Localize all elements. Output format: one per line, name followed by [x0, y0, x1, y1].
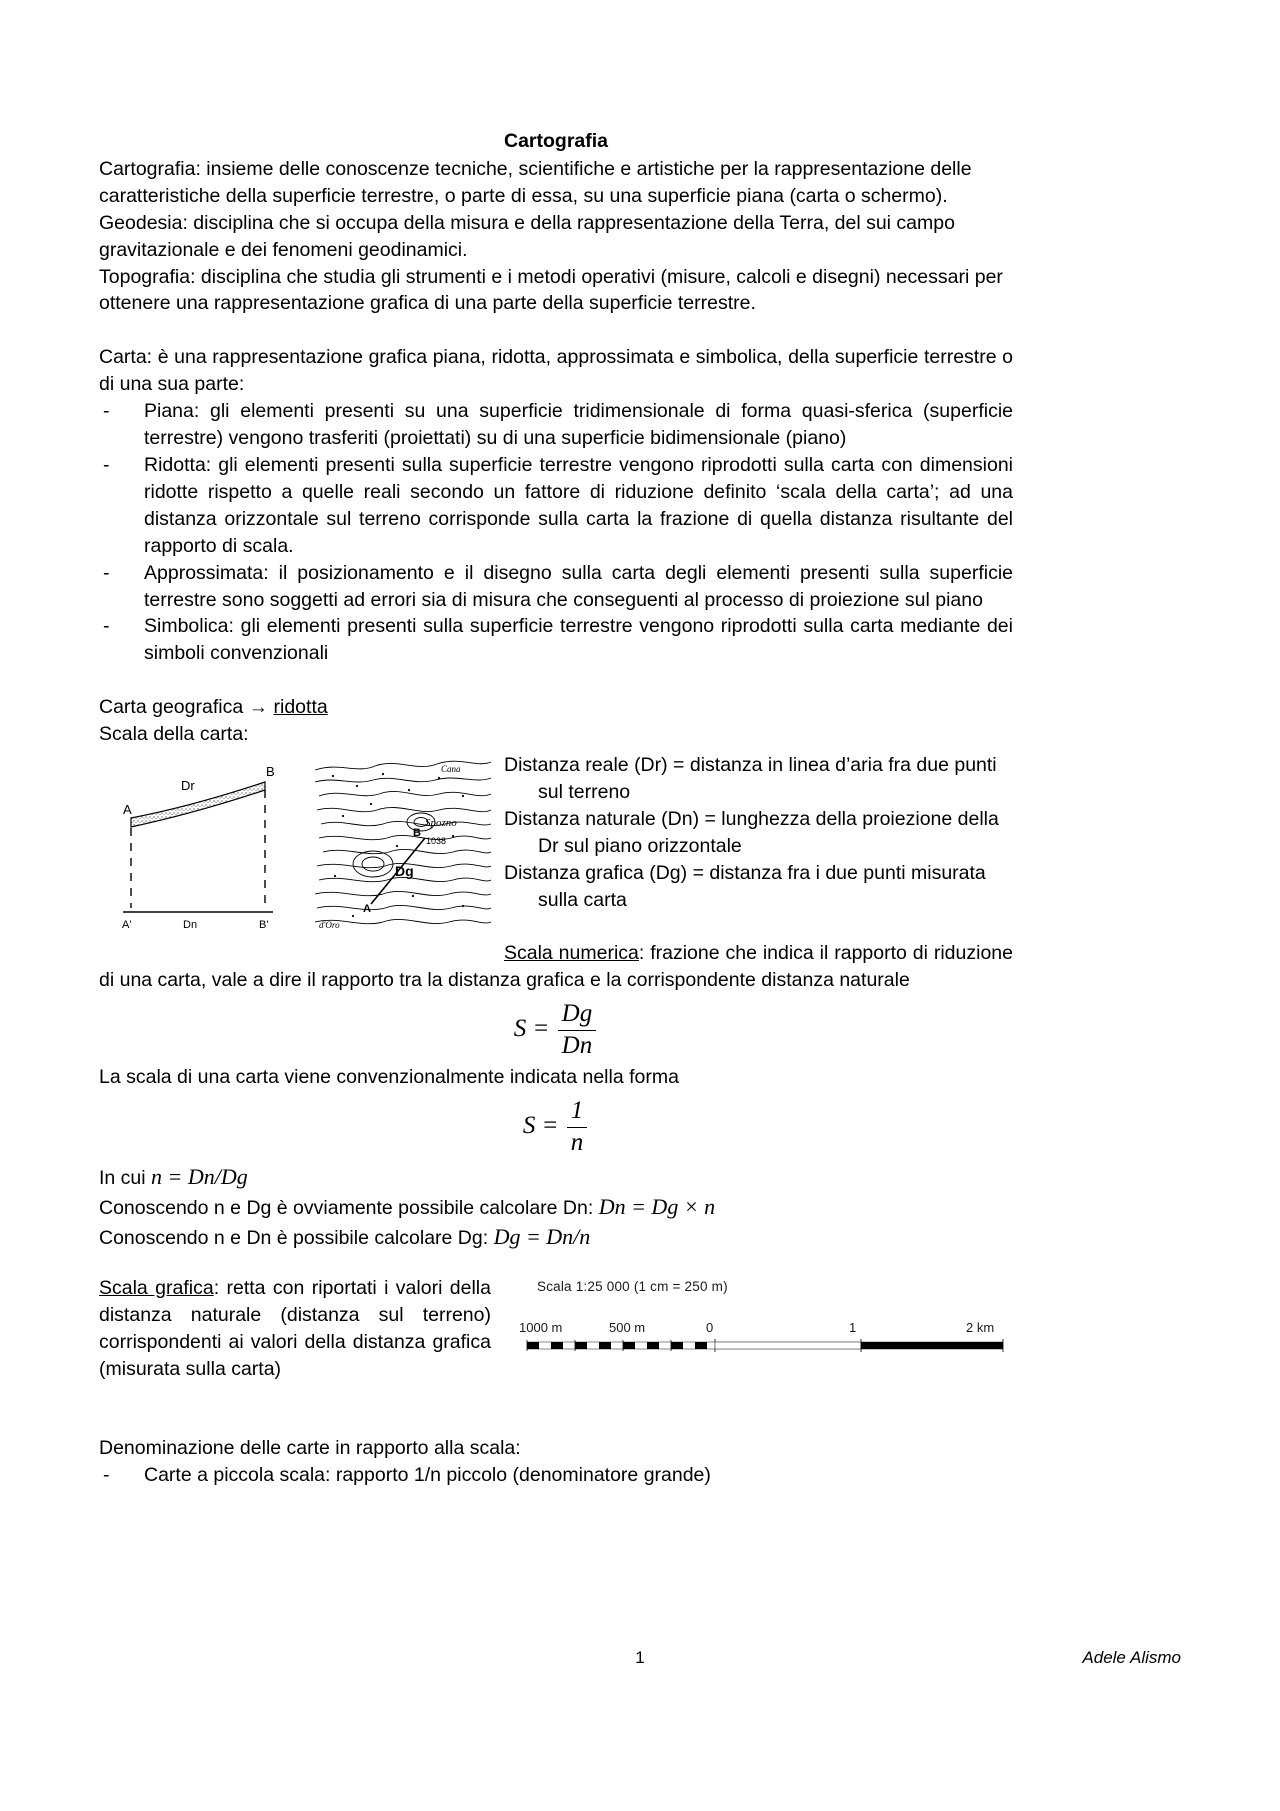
definitions-block — [504, 752, 1013, 913]
scale-tick-label: 1 — [849, 1319, 857, 1335]
list-item — [99, 613, 1013, 667]
scala-grafica-row — [99, 1275, 1013, 1435]
scala-numerica-term: Scala numerica — [504, 942, 639, 965]
fraction-numerator: 1 — [567, 1097, 588, 1128]
map-label-B: B — [413, 827, 421, 840]
paragraph-conoscendo-dn — [99, 1222, 1013, 1252]
bullet-marker: - — [103, 400, 110, 423]
paragraph-scala-della-carta: Scala della carta: — [99, 723, 249, 746]
formula-lhs: S — [513, 1014, 527, 1042]
scale-bar-title: Scala 1:25 000 (1 cm = 250 m) — [537, 1278, 728, 1294]
list-item-text: Carte a piccola scala: rapporto 1/n piccolo (denominatore grande) — [144, 1463, 711, 1486]
carta-bullet-list — [99, 398, 1013, 667]
paragraph-topografia: Topografia: disciplina che studia gli strumenti e i metodi operativi (misure, calcoli e disegni) necessari per ottenere una rappresentazione grafica di una parte della superficie terrestre. — [99, 265, 1003, 315]
conoscendo-dn-formula: Dg = Dn/n — [493, 1224, 591, 1250]
definition-dr-cont: sul terreno — [538, 780, 631, 803]
figure-row — [99, 752, 1013, 940]
conoscendo-dn-prefix: Conoscendo n e Dn è possibile calcolare Dg: — [99, 1227, 494, 1250]
page-content — [99, 128, 1013, 1489]
definition-dn-cont: Dr sul piano orizzontale — [538, 834, 742, 857]
map-label-ldoro: d'Oro — [319, 920, 340, 931]
paragraph-in-cui — [99, 1162, 1013, 1192]
paragraph-conoscendo-dg — [99, 1192, 1013, 1222]
bullet-marker: - — [103, 1463, 110, 1486]
formula-lhs: S — [522, 1112, 536, 1140]
contour-map-figure — [313, 756, 493, 934]
map-label-Dg: Dg — [395, 863, 414, 880]
scale-bar-figure — [519, 1279, 1011, 1371]
list-item — [99, 452, 1013, 560]
paragraph-spacer — [99, 317, 1013, 344]
map-label-elevation: 1038 — [426, 836, 447, 847]
page-number: 1 — [635, 1648, 645, 1667]
author-name: Adele Alismo — [1082, 1648, 1181, 1667]
scala-grafica-text-block — [99, 1275, 491, 1383]
scale-bar-graphic — [519, 1337, 1011, 1353]
denominazione-bullet-list — [99, 1462, 1013, 1489]
conoscendo-dg-formula: Dn = Dg × n — [598, 1194, 716, 1220]
list-item — [99, 1462, 1013, 1489]
in-cui-formula: n = Dn/Dg — [151, 1163, 248, 1189]
carta-geografica-term: ridotta — [273, 696, 328, 719]
carta-geografica-prefix: Carta geografica — [99, 696, 249, 719]
list-item-text: Simbolica: gli elementi presenti sulla superficie terrestre vengono riprodotti sulla carta mediante dei simboli convenzionali — [144, 615, 1013, 665]
list-item — [99, 560, 1013, 614]
paragraph-carta-geografica — [99, 694, 1013, 721]
arrow-icon: → — [248, 696, 269, 719]
label-A: A — [123, 802, 132, 818]
definition-dg: Distanza grafica (Dg) = distanza fra i due punti misurata — [504, 861, 986, 884]
list-item-text: Approssimata: il posizionamento e il disegno sulla carta degli elementi presenti sulla superficie terrestre sono soggetti ad errori sia di misura che conseguenti al processo di proiezione sul piano — [144, 561, 1013, 611]
paragraph-denominazione: Denominazione delle carte in rapporto alla scala: — [99, 1436, 521, 1459]
page-title: Cartografia — [503, 130, 609, 152]
conoscendo-dg-prefix: Conoscendo n e Dg è ovviamente possibile calcolare Dn: — [99, 1197, 599, 1220]
formula-equals: = — [541, 1112, 559, 1140]
formula-s-dg-dn — [99, 1000, 1013, 1061]
paragraph-carta-lead: Carta: è una rappresentazione grafica piana, ridotta, approssimata e simbolica, della superficie terrestre o di una sua parte: — [99, 346, 1013, 396]
paragraph-forma: La scala di una carta viene convenzionalmente indicata nella forma — [99, 1066, 679, 1089]
definition-dr: Distanza reale (Dr) = distanza in linea d’aria fra due punti — [504, 754, 997, 777]
definition-dn: Distanza naturale (Dn) = lunghezza della proiezione della — [504, 807, 999, 830]
list-item — [99, 398, 1013, 452]
label-Dr: Dr — [181, 778, 195, 794]
definition-dg-cont: sulla carta — [538, 888, 627, 911]
label-B-prime: B' — [259, 919, 269, 932]
label-B: B — [266, 764, 275, 780]
profile-diagram-figure — [113, 760, 307, 932]
scala-grafica-term: Scala grafica — [99, 1276, 214, 1299]
scala-grafica-text: : retta con riportati i valori della distanza naturale (distanza sul terreno) corrispondenti ai valori della distanza grafica (misurata sulla carta) — [99, 1276, 491, 1380]
fraction — [567, 1097, 588, 1158]
scale-tick-label: 1000 m — [519, 1319, 563, 1335]
paragraph-spacer — [99, 667, 1013, 694]
scale-tick-label: 500 m — [609, 1319, 646, 1335]
list-item-text: Piana: gli elementi presenti su una superficie tridimensionale di forma quasi-sferica (superficie terrestre) vengono trasferiti (proiettati) su di una superficie bidimensionale (piano) — [144, 400, 1013, 450]
paragraph-scala-numerica — [99, 940, 1013, 994]
label-A-prime: A' — [122, 919, 132, 932]
map-label-A: A — [363, 903, 371, 916]
bullet-marker: - — [103, 453, 110, 476]
in-cui-prefix: In cui — [99, 1166, 152, 1189]
fraction — [558, 1000, 597, 1061]
scale-tick-label: 2 km — [966, 1319, 995, 1335]
scale-tick-label: 0 — [706, 1319, 714, 1335]
scale-bar-labels — [519, 1317, 1011, 1335]
bullet-marker: - — [103, 615, 110, 638]
paragraph-geodesia: Geodesia: disciplina che si occupa della misura e della rappresentazione della Terra, del sui campo gravitazionale e dei fenomeni geodinamici. — [99, 211, 955, 261]
fraction-denominator: n — [570, 1129, 584, 1156]
bullet-marker: - — [103, 561, 110, 584]
formula-s-1-n — [99, 1097, 1013, 1158]
fraction-numerator: Dg — [558, 1000, 597, 1031]
map-label-cana: Cana — [441, 764, 461, 775]
scala-numerica-text: : frazione che indica il rapporto di riduzione di una carta, vale a dire il rapporto tra la distanza grafica e la corrispondente distanza naturale — [99, 942, 1013, 991]
formula-equals: = — [532, 1014, 550, 1042]
map-label-place: Spozno — [425, 817, 457, 830]
label-Dn: Dn — [183, 919, 198, 932]
list-item-text: Ridotta: gli elementi presenti sulla superficie terrestre vengono riprodotti sulla carta con dimensioni ridotte rispetto a quelle reali secondo un fattore di riduzione definito ‘scala della carta’; ad una distanza orizzontale sul terreno corrisponde sulla carta la frazione di quella distanza risultante del rapporto di scala. — [144, 453, 1013, 557]
fraction-denominator: Dn — [561, 1031, 593, 1059]
paragraph-cartografia: Cartografia: insieme delle conoscenze tecniche, scientifiche e artistiche per la rappresentazione delle caratteristiche della superficie terrestre, o parte di essa, su una superficie piana (carta o schermo). — [99, 157, 972, 207]
